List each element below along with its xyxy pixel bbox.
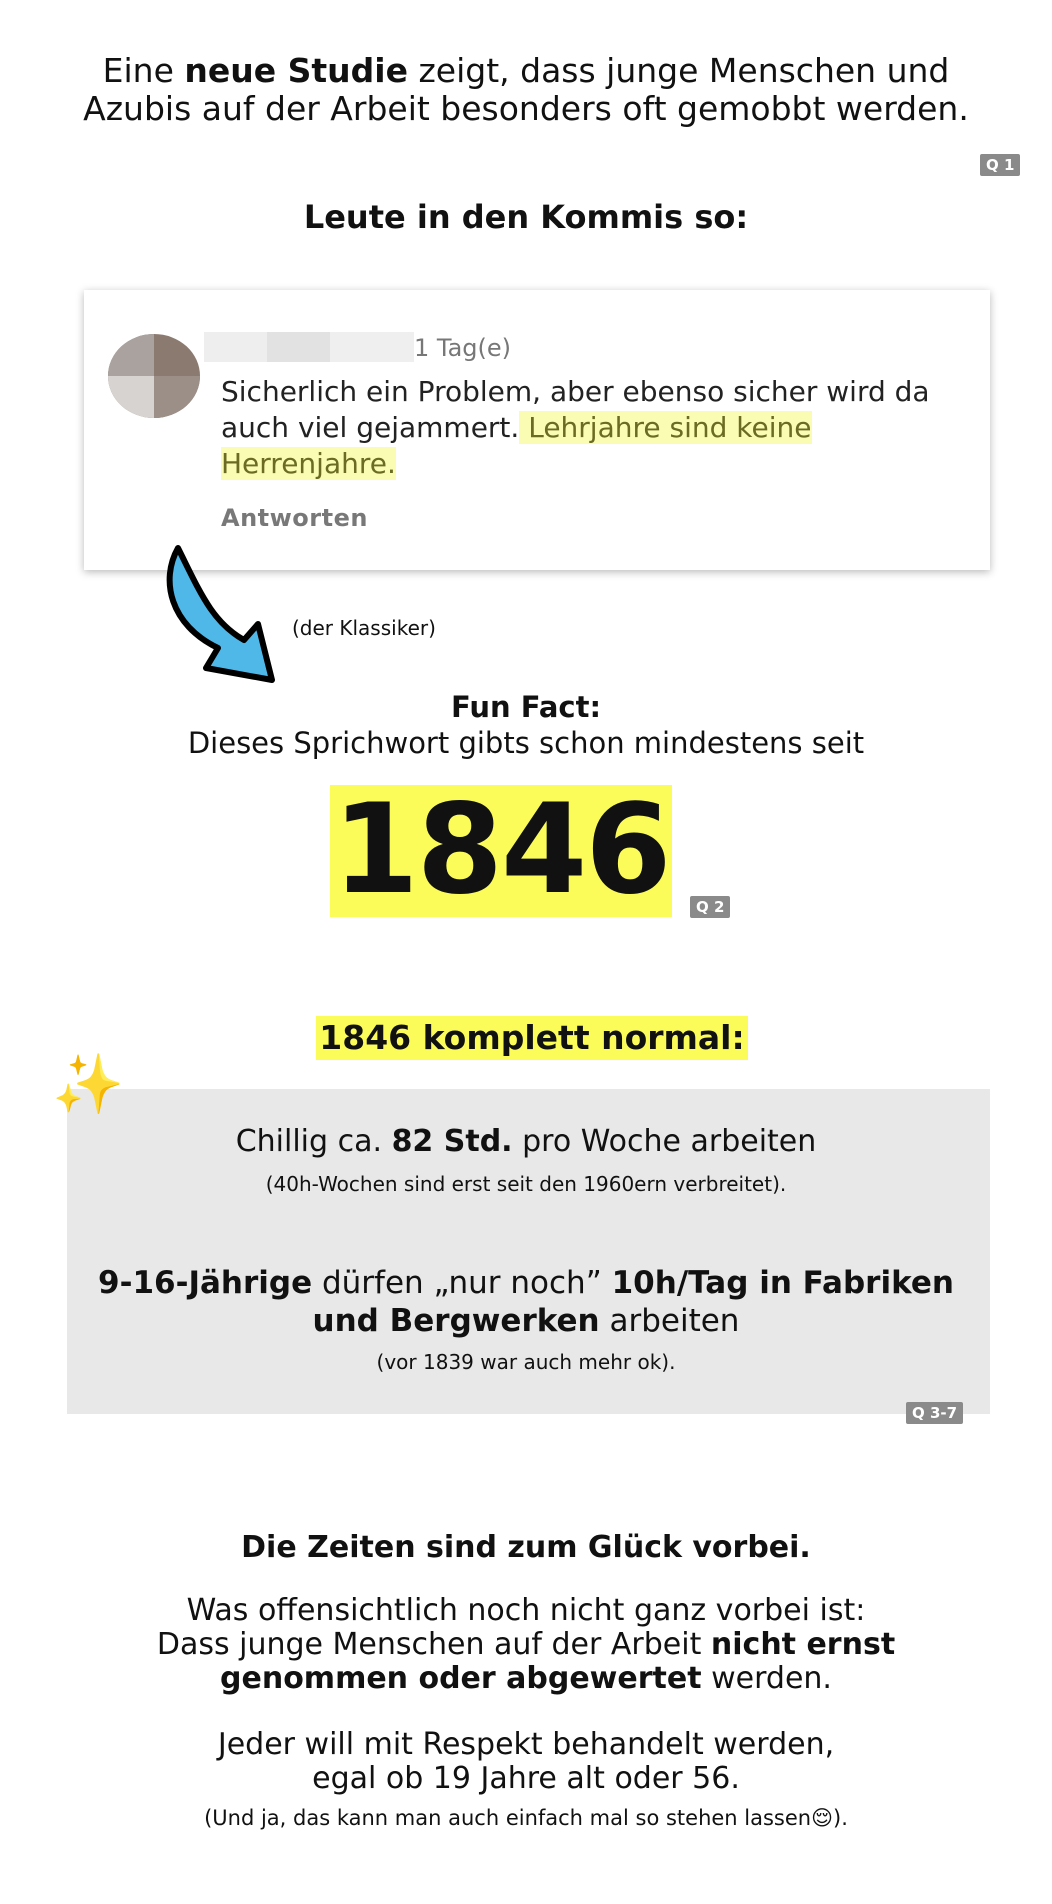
year-number: 1846 bbox=[332, 778, 670, 922]
comment-text bbox=[221, 374, 961, 482]
fact2-bold1: 9-16-Jährige bbox=[98, 1265, 313, 1301]
closing-p2-line2: egal ob 19 Jahre alt oder 56. bbox=[312, 1761, 740, 1796]
comments-heading: Leute in den Kommis so: bbox=[303, 198, 749, 236]
funfact-title: Fun Fact: bbox=[450, 690, 602, 724]
comment-text-highlight: Lehrjahre sind keine Herrenjahre. bbox=[221, 411, 812, 480]
fact2-note: (vor 1839 war auch mehr ok). bbox=[376, 1350, 676, 1374]
sparkles-icon: ✨ bbox=[52, 1050, 125, 1118]
closing-note bbox=[0, 1806, 1052, 1830]
closing-p1-line2-pre: Dass junge Menschen auf der Arbeit bbox=[156, 1627, 711, 1662]
comment-card bbox=[84, 290, 990, 570]
intro-line2: Azubis auf der Arbeit besonders oft gemobbt werden. bbox=[83, 89, 969, 128]
arrow-note: (der Klassiker) bbox=[292, 616, 436, 640]
intro-part2: zeigt, dass junge Menschen und bbox=[407, 51, 950, 90]
closing-paragraph-2 bbox=[0, 1728, 1052, 1796]
intro-text bbox=[0, 52, 1052, 128]
fact1-pre: Chillig ca. bbox=[235, 1124, 392, 1159]
reply-link[interactable]: Antworten bbox=[221, 504, 368, 532]
source-tag-q2: Q 2 bbox=[690, 896, 730, 918]
fact1-post: pro Woche arbeiten bbox=[512, 1124, 817, 1159]
closing-p1-line3-post: werden. bbox=[701, 1661, 832, 1696]
fact1 bbox=[0, 1124, 1052, 1159]
relieved-face-icon: 😌 bbox=[811, 1806, 834, 1830]
source-tag-q3-7: Q 3-7 bbox=[906, 1402, 963, 1424]
intro-part1: Eine bbox=[102, 51, 185, 90]
normal-heading: 1846 komplett normal: bbox=[316, 1016, 748, 1060]
closing-heading: Die Zeiten sind zum Glück vorbei. bbox=[241, 1530, 811, 1565]
closing-p1-line3-bold: genommen oder abgewertet bbox=[220, 1661, 702, 1696]
fact2-bold2: 10h/Tag in Fabriken bbox=[611, 1265, 954, 1301]
closing-p1-line2-bold: nicht ernst bbox=[710, 1627, 896, 1662]
closing-paragraph-1 bbox=[0, 1594, 1052, 1696]
closing-note-text: (Und ja, das kann man auch einfach mal so stehen lassen bbox=[204, 1806, 812, 1830]
closing-p1-line1: Was offensichtlich noch nicht ganz vorbei ist: bbox=[186, 1593, 866, 1628]
closing-note-end: ). bbox=[833, 1806, 848, 1830]
comment-time: 1 Tag(e) bbox=[414, 334, 512, 362]
fact1-bold: 82 Std. bbox=[391, 1124, 513, 1159]
fact1-note: (40h-Wochen sind erst seit den 1960ern verbreitet). bbox=[265, 1172, 787, 1196]
comment-text-plain: Sicherlich ein Problem, aber ebenso sicher wird da auch viel gejammert. bbox=[221, 375, 930, 444]
fact2-bold3: und Bergwerken bbox=[312, 1303, 600, 1339]
blurred-username bbox=[204, 332, 414, 362]
fact2-mid: dürfen „nur noch” bbox=[312, 1265, 612, 1301]
closing-p2-line1: Jeder will mit Respekt behandelt werden, bbox=[217, 1727, 835, 1762]
source-tag-q1: Q 1 bbox=[980, 154, 1020, 176]
intro-bold: neue Studie bbox=[184, 51, 408, 90]
avatar bbox=[108, 334, 200, 418]
funfact-subtitle: Dieses Sprichwort gibts schon mindestens seit bbox=[187, 726, 865, 760]
fact2 bbox=[0, 1264, 1052, 1340]
fact2-post: arbeiten bbox=[599, 1303, 740, 1339]
curved-arrow-icon bbox=[160, 540, 280, 690]
